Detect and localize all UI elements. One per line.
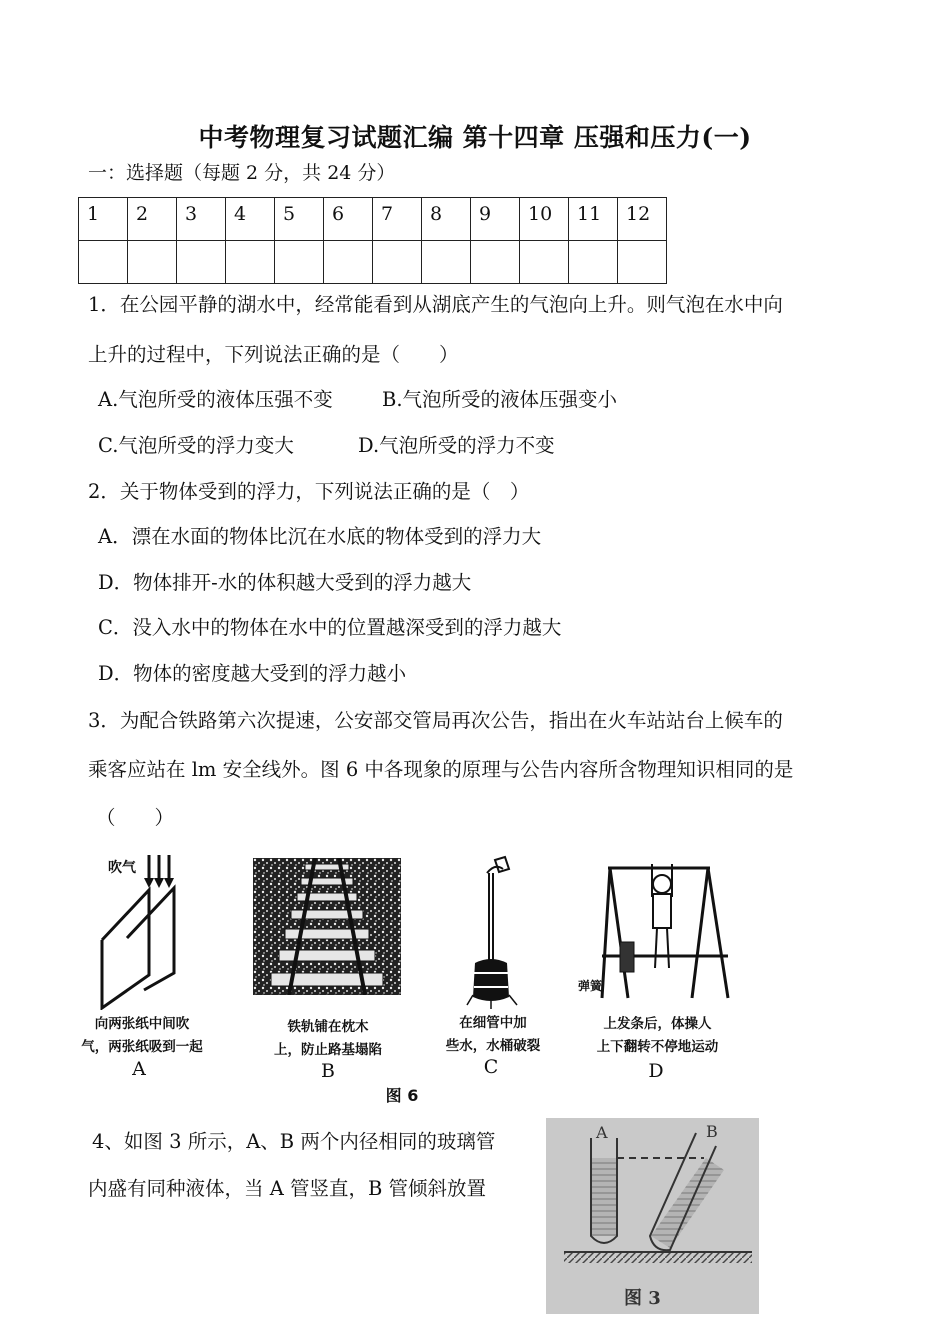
answer-cell[interactable] xyxy=(79,241,128,284)
paper-sheets-illustration xyxy=(94,850,184,1010)
answer-number: 7 xyxy=(373,198,422,241)
answer-number: 5 xyxy=(275,198,324,241)
answer-number: 2 xyxy=(128,198,177,241)
railroad-track-illustration xyxy=(253,858,401,995)
answer-cell[interactable] xyxy=(226,241,275,284)
panel-c-caption xyxy=(418,1012,568,1058)
q3-line3: （ ） xyxy=(96,806,175,829)
q2-option-1: A．漂在水面的物体比沉在水底的物体受到的浮力大 xyxy=(98,525,542,548)
q1-option-c: C.气泡所受的浮力变大 xyxy=(98,434,294,457)
panel-c-caption-line1: 在细管中加 xyxy=(459,1015,527,1031)
q1-option-d: D.气泡所受的浮力不变 xyxy=(358,434,555,457)
panel-a-caption-line2: 气，两张纸吸到一起 xyxy=(81,1039,203,1055)
answer-cell[interactable] xyxy=(471,241,520,284)
blow-label: 吹气 xyxy=(108,860,136,876)
answer-table-blank-row xyxy=(79,241,667,284)
panel-d-letter: D xyxy=(648,1060,664,1082)
panel-b-letter: B xyxy=(321,1060,335,1082)
q1-option-a: A.气泡所受的液体压强不变 xyxy=(98,388,333,411)
answer-number: 11 xyxy=(569,198,618,241)
answer-number: 4 xyxy=(226,198,275,241)
answer-number: 10 xyxy=(520,198,569,241)
panel-c-letter: C xyxy=(483,1056,499,1078)
panel-b-caption xyxy=(248,1016,408,1062)
answer-number: 1 xyxy=(79,198,128,241)
figure-3-label-a: A xyxy=(596,1123,608,1142)
answer-cell[interactable] xyxy=(569,241,618,284)
q2-stem: 2．关于物体受到的浮力，下列说法正确的是（ ） xyxy=(88,480,530,503)
q3-line2: 乘客应站在 lm 安全线外。图 6 中各现象的原理与公告内容所含物理知识相同的是 xyxy=(88,758,794,781)
page-title: 中考物理复习试题汇编 第十四章 压强和压力(一) xyxy=(198,123,752,152)
panel-b-caption-line1: 铁轨铺在枕木 xyxy=(287,1019,369,1035)
figure-3-label-b: B xyxy=(706,1122,718,1141)
figure-6-caption: 图 6 xyxy=(385,1086,419,1105)
answer-number: 6 xyxy=(324,198,373,241)
q1-line1: 1．在公园平静的湖水中，经常能看到从湖底产生的气泡向上升。则气泡在水中向 xyxy=(88,293,783,316)
answer-cell[interactable] xyxy=(618,241,667,284)
panel-a-letter: A xyxy=(132,1058,146,1080)
answer-number: 12 xyxy=(618,198,667,241)
q2-option-2: D．物体排开-水的体积越大受到的浮力越大 xyxy=(98,571,472,594)
panel-d-caption-line2: 上下翻转不停地运动 xyxy=(596,1039,719,1055)
answer-number: 9 xyxy=(471,198,520,241)
answer-cell[interactable] xyxy=(373,241,422,284)
answer-cell[interactable] xyxy=(275,241,324,284)
figure-3 xyxy=(546,1118,759,1314)
q2-option-3: C．没入水中的物体在水中的位置越深受到的浮力越大 xyxy=(98,616,562,639)
q4-line1: 4、如图 3 所示，A、B 两个内径相同的玻璃管 xyxy=(92,1130,496,1153)
gymnast-toy-illustration xyxy=(580,856,735,1006)
panel-d-caption xyxy=(570,1013,745,1059)
spring-label: 弹簧 xyxy=(578,979,603,993)
answer-cell[interactable] xyxy=(520,241,569,284)
q3-line1: 3．为配合铁路第六次提速，公安部交管局再次公告，指出在火车站站台上候车的 xyxy=(88,709,783,732)
q1-option-b: B.气泡所受的液体压强变小 xyxy=(382,388,618,411)
barrel-tube-illustration xyxy=(465,855,535,1010)
q1-line2: 上升的过程中，下列说法正确的是（ ） xyxy=(88,343,459,366)
answer-table xyxy=(78,197,667,284)
panel-b-caption-line2: 上，防止路基塌陷 xyxy=(274,1042,382,1058)
figure-3-caption: 图 3 xyxy=(624,1288,661,1309)
panel-a-caption xyxy=(62,1013,222,1059)
answer-cell[interactable] xyxy=(177,241,226,284)
panel-d-caption-line1: 上发条后，体操人 xyxy=(603,1016,712,1032)
section-heading: 一：选择题（每题 2 分，共 24 分） xyxy=(88,162,396,184)
answer-number: 8 xyxy=(422,198,471,241)
q4-line2: 内盛有同种液体，当 A 管竖直，B 管倾斜放置 xyxy=(88,1177,487,1200)
panel-a-caption-line1: 向两张纸中间吹 xyxy=(94,1016,190,1032)
answer-cell[interactable] xyxy=(324,241,373,284)
answer-number: 3 xyxy=(177,198,226,241)
answer-table-header-row xyxy=(79,198,667,241)
answer-cell[interactable] xyxy=(422,241,471,284)
panel-c-caption-line2: 些水，水桶破裂 xyxy=(445,1038,541,1054)
answer-cell[interactable] xyxy=(128,241,177,284)
q2-option-4: D．物体的密度越大受到的浮力越小 xyxy=(98,662,407,685)
